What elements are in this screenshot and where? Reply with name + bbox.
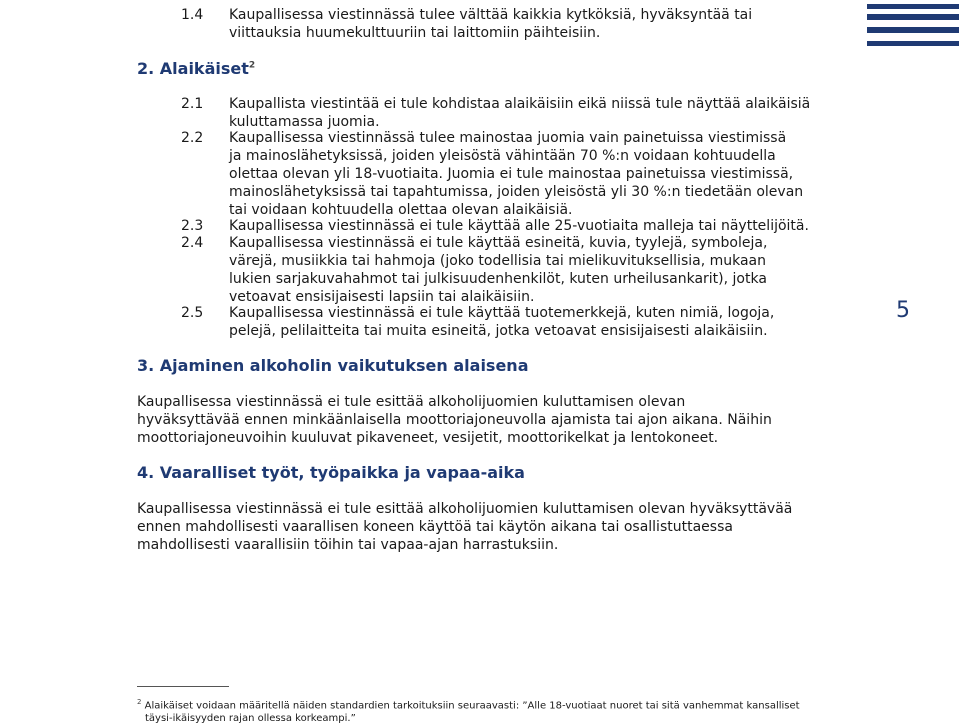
paragraph: Kaupallisessa viestinnässä ei tule esittää alkoholijuomien kuluttamisen olevan hyväksyttävää ennen mahdollisesti vaarallisen koneen käyttöä tai käytön aikana tai osallistuttaessa mahdollisesti vaarallisiin töihin tai vapaa-ajan harrastuksiin. [137, 501, 793, 553]
item-number: 2.3 [181, 218, 204, 234]
item-text: Kaupallisessa viestinnässä ei tule käyttää alle 25-vuotiaita malleja tai näyttelijöitä. [229, 218, 809, 234]
paragraph: Kaupallisessa viestinnässä ei tule esittää alkoholijuomien kuluttamisen olevan hyväksyttävää ennen minkäänlaisella moottoriajoneuvolla ajamista tai ajon aikana. Näihin moottoriajoneuvoihin kuuluvat pikaveneet, vesijetit, moottorikelkat ja lentokoneet. [137, 394, 772, 446]
logo-stripe-3 [867, 27, 959, 33]
item-number: 2.4 [181, 235, 204, 251]
item-text: Kaupallista viestintää ei tule kohdistaa alaikäisiin eikä niissä tule näyttää alaikäisiä kuluttamassa juomia. [229, 96, 811, 130]
section-heading: 3. Ajaminen alkoholin vaikutuksen alaisena [137, 356, 529, 375]
item-text: Kaupallisessa viestinnässä ei tule käyttää esineitä, kuvia, tyylejä, symboleja, värejä, musiikkia tai hahmoja (joko todellisia tai mielikuvituksellisia, mukaan lukien sarjakuvahahmot tai julkisuudenhenkilöt, kuten urheilusankarit), jotka vetoavat ensisijaisesti lapsiin tai alaikäisiin. [229, 235, 768, 305]
item-number: 2.1 [181, 96, 204, 112]
footnote: $^2$ Alaikäiset voidaan määritellä näiden standardien tarkoituksiin seuraavasti: ”Alle 18-vuotiaat nuoret tai sitä vanhemmat kansalliset täysi-ikäisyyden rajan ollessa korkeampi.” [137, 698, 800, 725]
logo-stripe-1 [867, 4, 959, 9]
item-number: 1.4 [181, 7, 204, 23]
item-text: Kaupallisessa viestinnässä tulee välttää kaikkia kytköksiä, hyväksyntää tai viittauksia huumekulttuuriin tai laittomiin päihteisiin. [229, 7, 753, 41]
logo-stripe-4 [867, 41, 959, 46]
footnote-ref[interactable]: 2 [248, 60, 256, 71]
item-number: 2.5 [181, 305, 204, 321]
page-number: 5 [896, 298, 910, 323]
logo-stripe-2 [867, 14, 959, 20]
footnote-mark: 2 [137, 698, 142, 706]
footnote-separator [137, 686, 229, 687]
section-heading: 2. Alaikäiset$^2$ [137, 59, 256, 78]
item-text: Kaupallisessa viestinnässä ei tule käyttää tuotemerkkejä, kuten nimiä, logoja, pelejä, pelilaitteita tai muita esineitä, jotka vetoavat ensisijaisesti alaikäisiin. [229, 305, 775, 339]
item-number: 2.2 [181, 130, 204, 146]
item-text: Kaupallisessa viestinnässä tulee mainostaa juomia vain painetuissa viestimissä ja mainoslähetyksissä, joiden yleisöstä vähintään 70 %:n voidaan kohtuudella olettaa olevan yli 18-vuotiaita. Juomia ei tule mainostaa painetuissa viestimissä, mainoslähetyksissä tai tapahtumissa, joiden yleisöstä yli 30 %:n tiedetään olevan tai voidaan kohtuudella olettaa olevan alaikäisiä. [229, 130, 804, 218]
section-heading: 4. Vaaralliset työt, työpaikka ja vapaa-aika [137, 463, 525, 482]
